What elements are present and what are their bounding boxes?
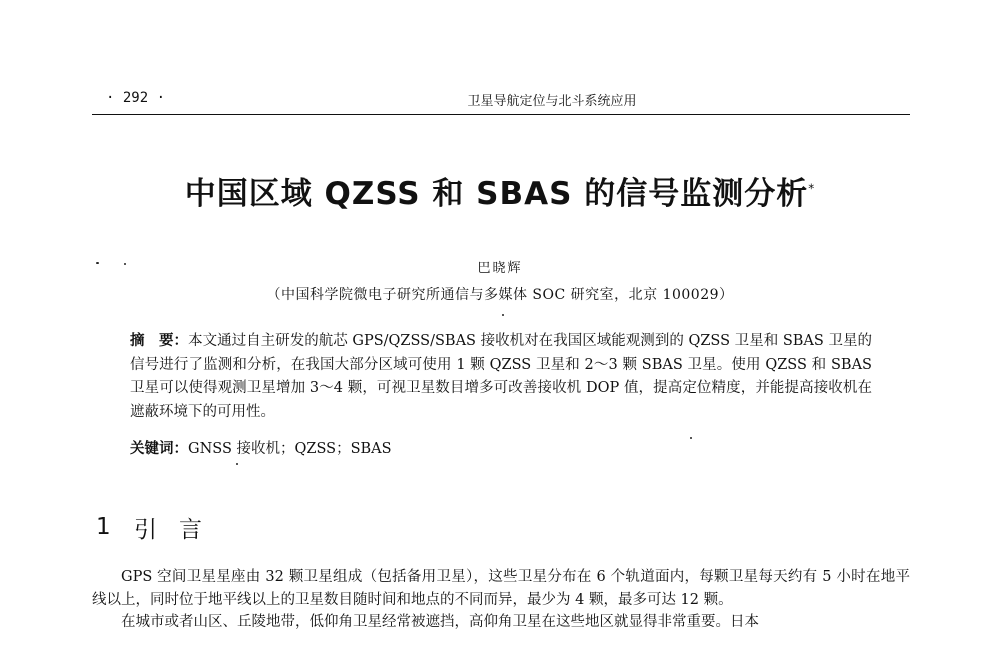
paper-title-text: 中国区域 QZSS 和 SBAS 的信号监测分析 xyxy=(184,176,809,212)
body-text xyxy=(92,566,910,634)
keywords-label: 关键词： xyxy=(130,441,188,457)
section-number: 1 xyxy=(96,514,111,540)
body-paragraph: GPS 空间卫星星座由 32 颗卫星组成（包括备用卫星），这些卫星分布在 6 个轨道面内，每颗卫星每天约有 5 小时在地平线以上，同时位于地平线以上的卫星数目随时间和地点的不同而异，最少为 4 颗，最多可达 12 颗。 xyxy=(92,569,910,608)
section-title: 引言 xyxy=(134,516,224,543)
abstract-text: 本文通过自主研发的航芯 GPS/QZSS/SBAS 接收机对在我国区域能观测到的 QZSS 卫星和 SBAS 卫星的信号进行了监测和分析，在我国大部分区域可使用 1 颗 QZSS 卫星和 2～3 颗 SBAS 卫星。使用 QZSS 和 SBAS 卫星可以使得观测卫星增加 3～4 颗，可视卫星数目增多可改善接收机 DOP 值，提高定位精度，并能提高接收机在遮蔽环境下的可用性。 xyxy=(130,333,872,420)
scan-speck xyxy=(96,262,99,264)
title-footnote-mark: * xyxy=(808,181,816,196)
scan-speck xyxy=(236,463,238,465)
running-header-title: 卫星导航定位与北斗系统应用 xyxy=(467,94,637,109)
paper-title xyxy=(100,168,900,213)
body-paragraph: 在城市或者山区、丘陵地带，低仰角卫星经常被遮挡，高仰角卫星在这些地区就显得非常重要。日本 xyxy=(121,614,759,630)
running-header xyxy=(92,88,910,112)
keywords-text: GNSS 接收机；QZSS；SBAS xyxy=(188,441,392,457)
scan-speck xyxy=(690,437,692,439)
page-number: · 292 · xyxy=(106,90,166,106)
scan-speck xyxy=(502,314,504,316)
keywords xyxy=(130,438,872,460)
scan-speck xyxy=(124,263,126,265)
abstract-label: 摘 要： xyxy=(130,333,189,349)
header-rule xyxy=(92,114,910,115)
section-heading xyxy=(96,510,224,544)
abstract xyxy=(130,330,872,424)
author-affiliation: （中国科学院微电子研究所通信与多媒体 SOC 研究室，北京 100029） xyxy=(266,287,734,303)
author-name: 巴晓辉 xyxy=(477,261,523,276)
